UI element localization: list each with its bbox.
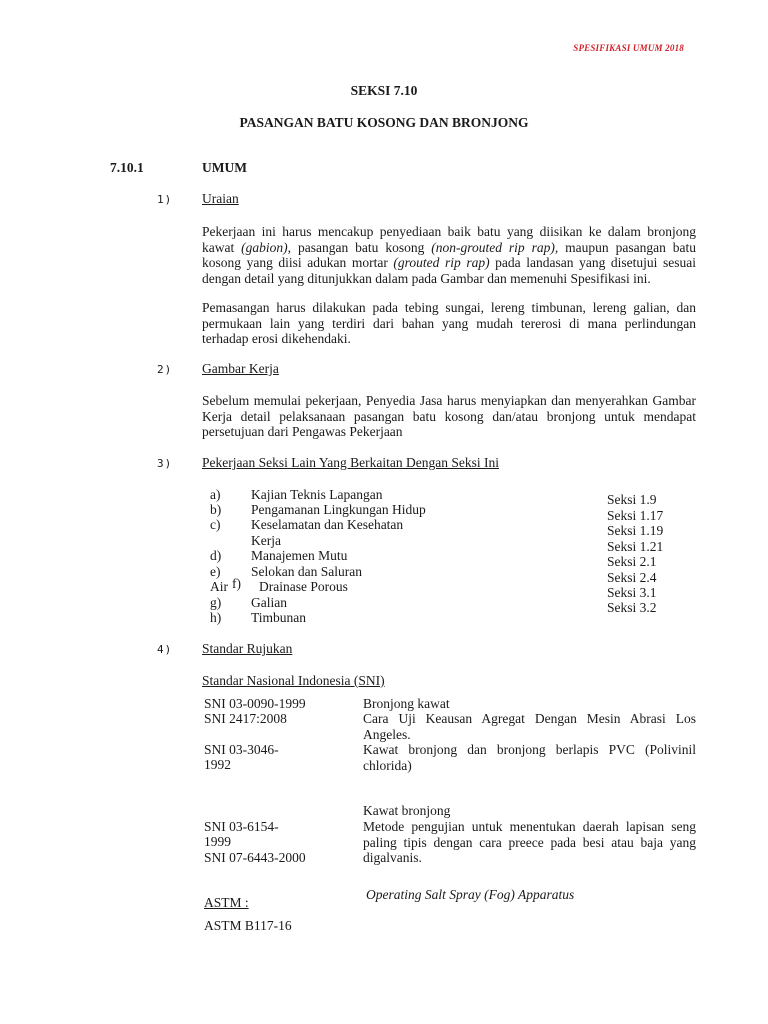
uraian-paragraph-2: Pemasangan harus dilakukan pada tebing sungai, lereng timbunan, lereng galian, dan permukaan lain yang terdiri dari bahan yang mudah tererosi di mana perlindungan terhadap erosi dikehendaki. xyxy=(202,300,696,347)
uraian-paragraph-1: Pekerjaan ini harus mencakup penyediaan baik batu yang diisikan ke dalam bronjong kawat (gabion), pasangan batu kosong (non-grouted rip rap), maupun pasangan batu kosong yang diisi adukan mortar (grouted rip rap) pada landasan yang disetujui sesuai dengan detail yang ditunjukkan dalam pada Gambar dan memenuhi Spesifikasi ini. xyxy=(202,224,696,286)
related-ref: Seksi 1.19 xyxy=(607,523,664,538)
astm-code: ASTM B117-16 xyxy=(204,918,292,933)
related-ref: Seksi 1.9 xyxy=(607,492,657,507)
related-letter: Air xyxy=(210,579,228,594)
related-letter: g) xyxy=(210,595,222,610)
astm-desc: Operating Salt Spray (Fog) Apparatus xyxy=(366,887,575,902)
related-letter: c) xyxy=(210,517,221,532)
section-number: SEKSI 7.10 xyxy=(350,83,418,98)
item-number: 4) xyxy=(157,643,173,656)
standard-code: SNI 03-3046- xyxy=(204,742,279,757)
related-ref: Seksi 3.2 xyxy=(607,600,657,615)
standard-code: SNI 03-0090-1999 xyxy=(204,696,306,711)
item-heading: Gambar Kerja xyxy=(202,361,279,376)
standard-desc: Metode pengujian untuk menentukan daerah lapisan seng paling tipis dengan cara preece pada besi atau baja yang digalvanis. xyxy=(363,819,696,866)
related-letter: d) xyxy=(210,548,222,563)
astm-heading: ASTM : xyxy=(204,895,249,910)
item-heading: Pekerjaan Seksi Lain Yang Berkaitan Dengan Seksi Ini xyxy=(202,455,499,470)
related-name: Galian xyxy=(251,595,287,610)
related-letter: e) xyxy=(210,564,221,579)
related-ref: Seksi 2.4 xyxy=(607,570,657,585)
running-header: SPESIFIKASI UMUM 2018 xyxy=(573,43,684,53)
standard-code: SNI 03-6154- xyxy=(204,819,279,834)
related-name: Kerja xyxy=(251,533,281,548)
related-ref: Seksi 2.1 xyxy=(607,554,657,569)
related-name: Selokan dan Saluran xyxy=(251,564,362,579)
related-name: Timbunan xyxy=(251,610,307,625)
standard-code: SNI 07-6443-2000 xyxy=(204,850,306,865)
related-letter: f) xyxy=(232,576,241,591)
standard-desc: Bronjong kawat xyxy=(363,696,450,711)
item-heading: Uraian xyxy=(202,191,239,206)
related-name: Drainase Porous xyxy=(259,579,348,594)
standard-desc: Kawat bronjong xyxy=(363,803,451,818)
related-name: Manajemen Mutu xyxy=(251,548,348,563)
related-name: Pengamanan Lingkungan Hidup xyxy=(251,502,426,517)
section-title: PASANGAN BATU KOSONG DAN BRONJONG xyxy=(239,115,529,130)
standard-code: 1992 xyxy=(204,757,231,772)
standard-desc: Kawat bronjong dan bronjong berlapis PVC (Polivinil chlorida) xyxy=(363,742,696,773)
related-letter: h) xyxy=(210,610,222,625)
related-ref: Seksi 1.17 xyxy=(607,508,664,523)
gambar-kerja-paragraph: Sebelum memulai pekerjaan, Penyedia Jasa harus menyiapkan dan menyerahkan Gambar Kerja detail pelaksanaan pasangan batu kosong dan/atau bronjong untuk mendapat persetujuan dari Pengawas Pekerjaan xyxy=(202,393,696,440)
related-letter: a) xyxy=(210,487,221,502)
related-letter: b) xyxy=(210,502,222,517)
standard-desc: Cara Uji Keausan Agregat Dengan Mesin Abrasi Los Angeles. xyxy=(363,711,696,742)
subsection-number: 7.10.1 xyxy=(110,160,144,175)
subsection-title: UMUM xyxy=(202,160,247,175)
related-ref: Seksi 1.21 xyxy=(607,539,664,554)
sni-heading: Standar Nasional Indonesia (SNI) xyxy=(202,673,385,688)
item-number: 1) xyxy=(157,193,173,206)
standard-code: SNI 2417:2008 xyxy=(204,711,287,726)
item-number: 3) xyxy=(157,457,173,470)
standard-code: 1999 xyxy=(204,834,231,849)
item-heading: Standar Rujukan xyxy=(202,641,293,656)
related-ref: Seksi 3.1 xyxy=(607,585,657,600)
related-name: Kajian Teknis Lapangan xyxy=(251,487,383,502)
related-name: Keselamatan dan Kesehatan xyxy=(251,517,404,532)
item-number: 2) xyxy=(157,363,173,376)
